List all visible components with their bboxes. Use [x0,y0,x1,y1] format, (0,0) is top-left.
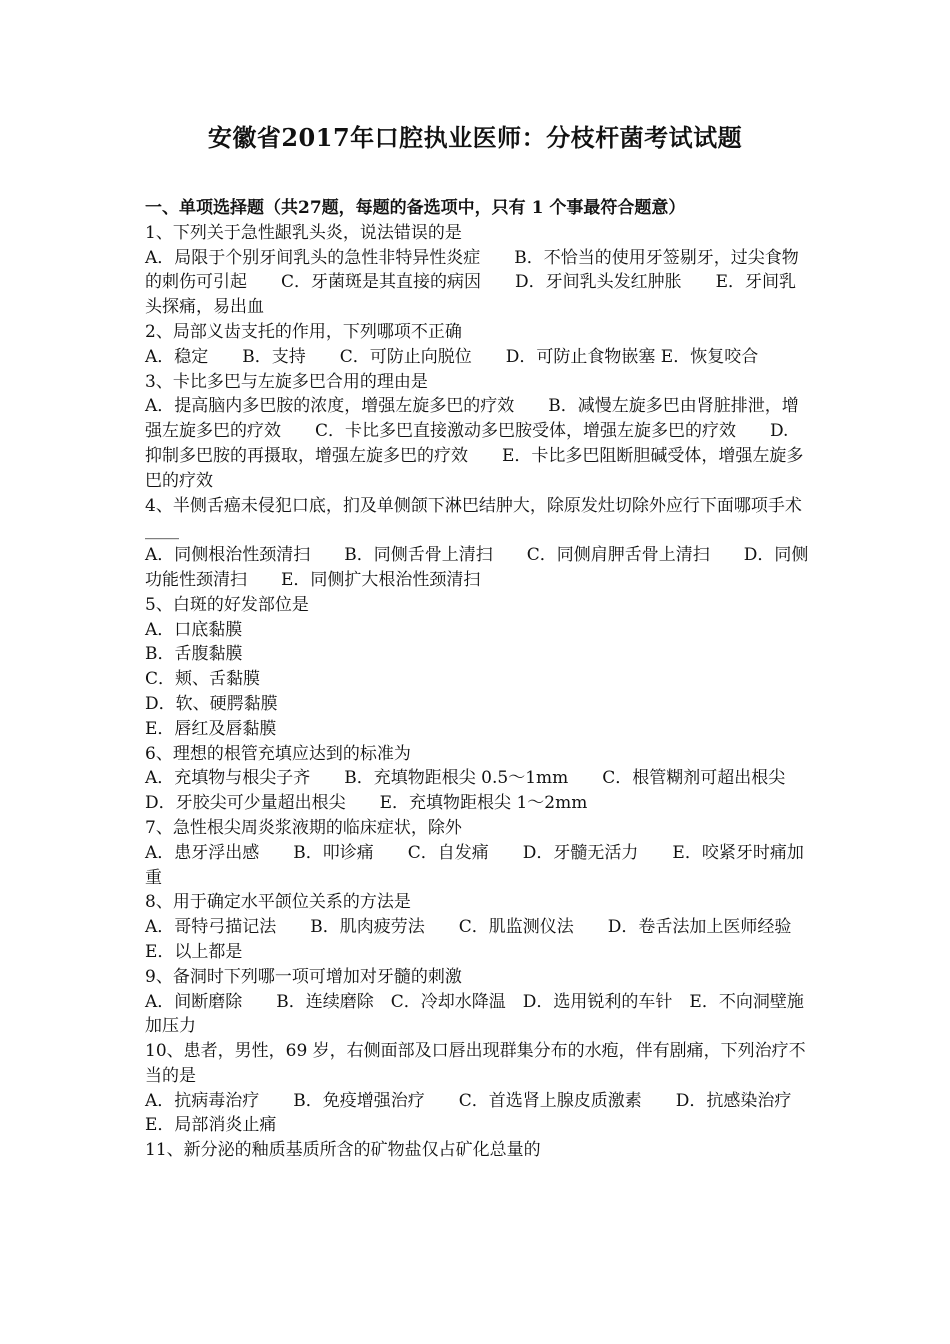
question-options: A．抗病毒治疗 B．免疫增强治疗 C．首选肾上腺皮质激素 D．抗感染治疗 E．局部消炎止痛 [145,1090,826,1136]
option-item: D．软、硬腭黏膜 [145,693,278,714]
option-item: B．舌腹黏膜 [145,644,243,665]
question-stem: 7、急性根尖周炎浆液期的临床症状，除外 [145,817,462,838]
question-stem: 8、用于确定水平颌位关系的方法是 [145,892,411,913]
question-options: A．哥特弓描记法 B．肌肉疲劳法 C．肌监测仪法 D．卷舌法加上医师经验 E．以上都是 [145,917,792,962]
question-options: A．充填物与根尖子齐 B．充填物距根尖 0.5～1mm C．根管糊剂可超出根尖 D．牙胶尖可少量超出根尖 E．充填物距根尖 1～2mm [145,768,820,814]
question-options: A．局限于个别牙间乳头的急性非特异性炎症 B．不恰当的使用牙签剔牙，过尖食物的刺伤可引起 C．牙菌斑是其直接的病因 D．牙间乳头发红肿胀 E．牙间乳头探痛，易出血 [145,247,799,318]
question-stem: 5、白斑的好发部位是 [145,594,309,615]
question-stem: 3、卡比多巴与左旋多巴合用的理由是 [145,371,428,392]
question-stem: 2、局部义齿支托的作用，下列哪项不正确 [145,321,462,342]
question-options: A．患牙浮出感 B．叩诊痛 C．自发痛 D．牙髓无活力 E．咬紧牙时痛加重 [145,842,804,888]
question-stem: 9、备洞时下列哪一项可增加对牙髓的刺激 [145,966,462,987]
question-options: A．提高脑内多巴胺的浓度，增强左旋多巴的疗效 B．减慢左旋多巴由肾脏排泄，增强左旋多巴的疗效 C．卡比多巴直接激动多巴胺受体，增强左旋多巴的疗效 D. 抑制多巴胺的再摄取，增强左旋多巴的疗效 E．卡比多巴阻断胆碱受体，增强左旋多巴的疗效 [145,396,804,491]
question-options: A．同侧根治性颈清扫 B．同侧舌骨上清扫 C．同侧肩胛舌骨上清扫 D．同侧功能性颈清扫 E．同侧扩大根治性颈清扫 [145,545,809,590]
question-stem: 1、下列关于急性龈乳头炎，说法错误的是 [145,222,462,243]
question-options: A．稳定 B．支持 C．可防止向脱位 D．可防止食物嵌塞 E．恢复咬合 [145,346,759,367]
question-stem: 11、新分泌的釉质基质所含的矿物盐仅占矿化总量的 [145,1140,541,1161]
document-title: 安徽省2017年口腔执业医师：分枝杆菌考试试题 [207,123,743,152]
document-body [145,196,826,1163]
option-item: C．颊、舌黏膜 [145,669,261,690]
question-stem: 4、半侧舌癌未侵犯口底，扪及单侧颌下淋巴结肿大，除原发灶切除外应行下面哪项手术____ [145,495,802,541]
option-item: A．口底黏膜 [145,619,243,640]
section-heading: 一、单项选择题（共27题，每题的备选项中，只有 1 个事最符合题意） [145,198,686,218]
question-options: A．间断磨除 B．连续磨除 C．冷却水降温 D．选用锐利的车针 E．不向洞壁施加压力 [145,991,804,1037]
option-item: E．唇红及唇黏膜 [145,718,277,739]
question-stem: 10、患者，男性，69 岁，右侧面部及口唇出现群集分布的水疱，伴有剧痛，下列治疗不当的是 [145,1041,806,1086]
question-stem: 6、理想的根管充填应达到的标准为 [145,743,411,764]
